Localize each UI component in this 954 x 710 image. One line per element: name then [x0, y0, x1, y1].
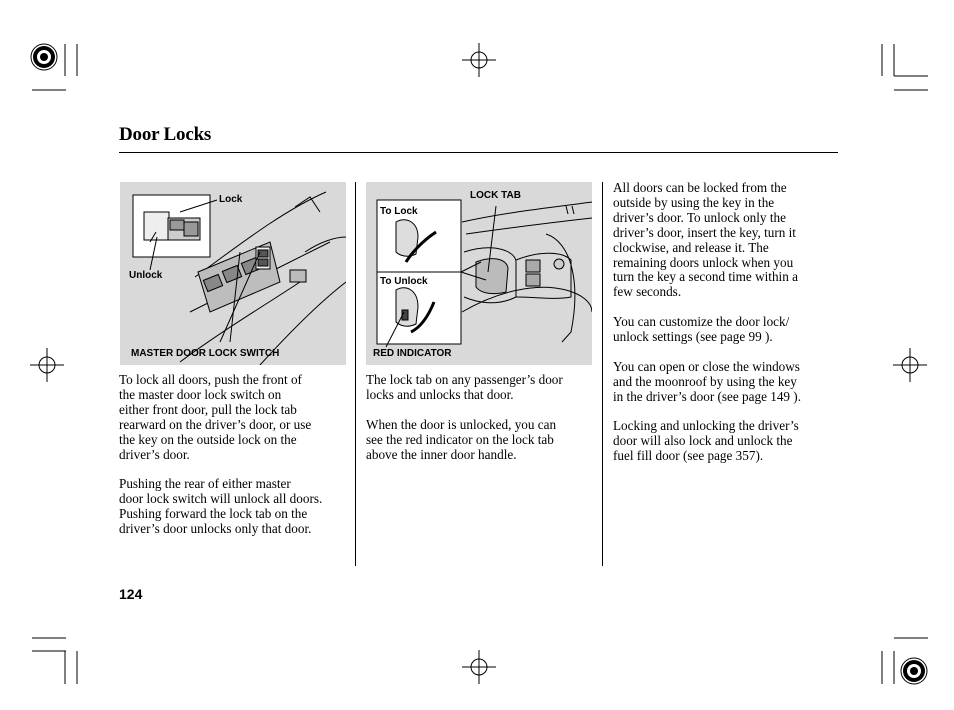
- text-line: locks and unlocks that door.: [366, 386, 514, 402]
- text-line: driver’s door. To unlock only the: [613, 209, 786, 225]
- column-1-text: [119, 373, 351, 552]
- text-line: To lock all doors, push the front of: [119, 372, 302, 387]
- paragraph-key-lock: [613, 181, 839, 300]
- text-line: door lock switch will unlock all doors.: [119, 491, 323, 507]
- column-divider-2: [602, 182, 603, 566]
- text-line: door will also lock and unlock the: [613, 433, 793, 449]
- to-lock-label: To Lock: [380, 206, 418, 217]
- column-2-text: [366, 373, 598, 477]
- text-line: see the red indicator on the lock tab: [366, 431, 554, 447]
- paragraph-fuel-door: [613, 419, 839, 464]
- text-line: and the moonroof by using the key: [613, 373, 797, 389]
- text-line: Pushing the rear of either master: [119, 476, 291, 492]
- master-switch-label: MASTER DOOR LOCK SWITCH: [131, 348, 280, 359]
- page-reference[interactable]: in the driver’s door (see page 149 ).: [613, 388, 801, 404]
- text-line: When the door is unlocked, you can: [366, 416, 557, 432]
- lock-tab-figure: [366, 182, 592, 365]
- text-line: driver’s door unlocks only that door.: [119, 521, 312, 537]
- to-unlock-label: To Unlock: [380, 276, 428, 287]
- text-line: the key on the outside lock on the: [119, 431, 297, 447]
- text-line: either front door, pull the lock tab: [119, 401, 297, 417]
- text-line: rearward on the driver’s door, or use: [119, 416, 312, 432]
- paragraph-lock-tab: [366, 373, 598, 403]
- text-line: above the inner door handle.: [366, 446, 517, 462]
- text-line: driver’s door.: [119, 446, 190, 462]
- text-line: clockwise, and release it. The: [613, 239, 769, 255]
- text-line: turn the key a second time within a: [613, 269, 798, 285]
- page-title: Door Locks: [119, 124, 212, 145]
- text-line: Pushing forward the lock tab on the: [119, 506, 308, 522]
- title-rule: [119, 152, 838, 153]
- text-line: few seconds.: [613, 284, 682, 300]
- text-line: The lock tab on any passenger’s door: [366, 372, 563, 387]
- paragraph-red-indicator: [366, 418, 598, 463]
- paragraph-lock-all: [119, 373, 351, 462]
- page-number: 124: [119, 586, 143, 602]
- text-line: outside by using the key in the: [613, 194, 775, 210]
- text-line: driver’s door, insert the key, turn it: [613, 224, 796, 240]
- column-divider-1: [355, 182, 356, 566]
- paragraph-unlock-all: [119, 477, 351, 537]
- paragraph-customize: [613, 315, 839, 345]
- master-switch-figure: [120, 182, 346, 365]
- unlock-label: Unlock: [129, 270, 163, 281]
- column-3-text: [613, 181, 839, 479]
- lock-label: Lock: [219, 194, 243, 205]
- red-indicator-label: RED INDICATOR: [373, 348, 452, 359]
- text-line: Locking and unlocking the driver’s: [613, 418, 799, 434]
- page-reference[interactable]: fuel fill door (see page 357).: [613, 448, 764, 464]
- text-line: You can open or close the windows: [613, 358, 800, 374]
- text-line: the master door lock switch on: [119, 386, 282, 402]
- lock-tab-label: LOCK TAB: [470, 190, 521, 201]
- page-reference[interactable]: unlock settings (see page 99 ).: [613, 329, 773, 345]
- text-line: remaining doors unlock when you: [613, 254, 794, 270]
- text-line: All doors can be locked from the: [613, 180, 787, 195]
- paragraph-windows: [613, 360, 839, 405]
- text-line: You can customize the door lock/: [613, 314, 790, 330]
